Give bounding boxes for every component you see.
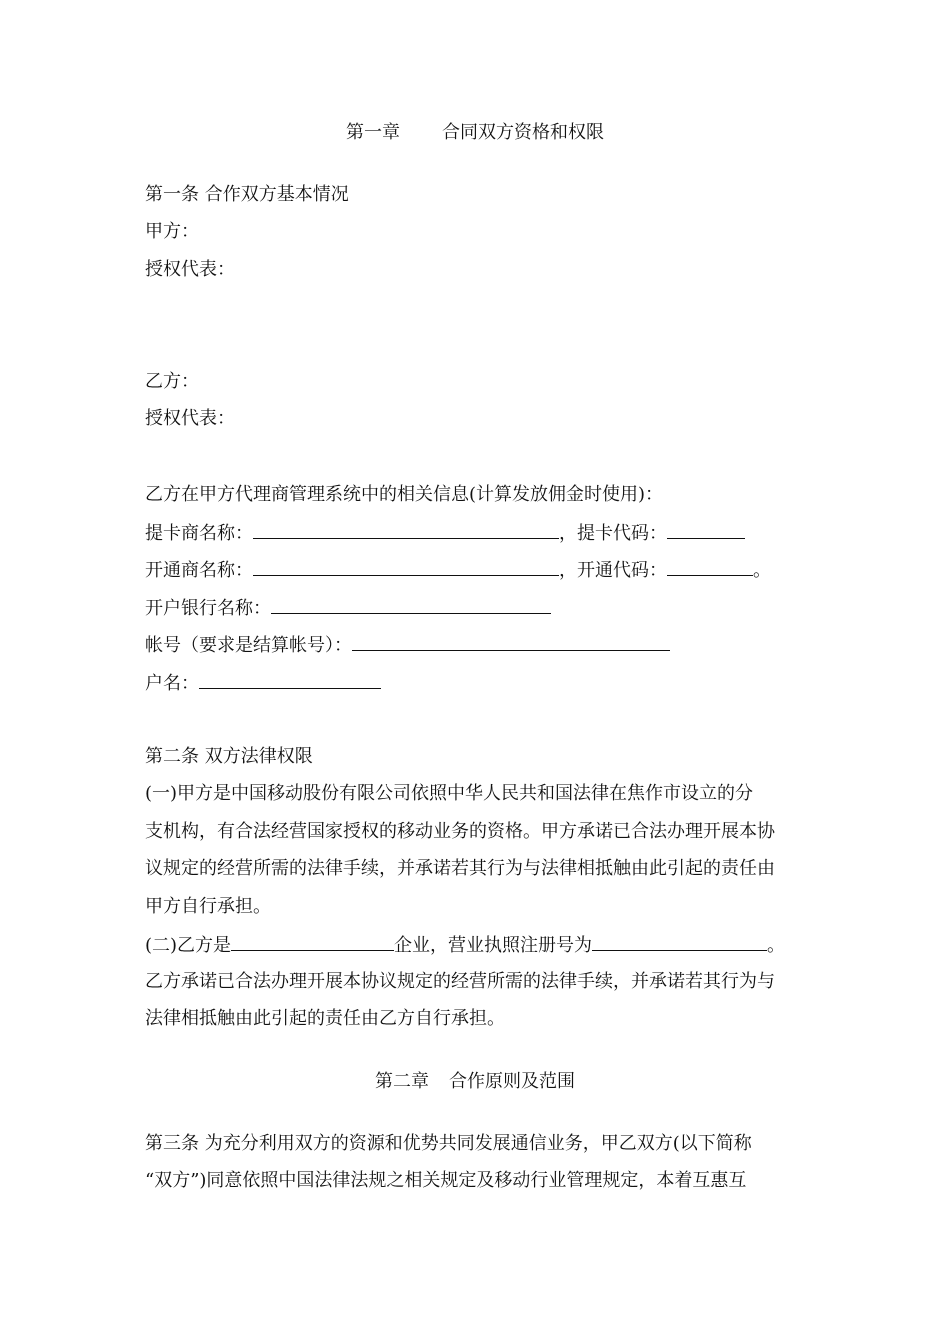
article-2-p1-line-1: (一)甲方是中国移动股份有限公司依照中华人民共和国法律在焦作市设立的分 bbox=[145, 783, 754, 804]
card-provider-name-label: 提卡商名称： bbox=[145, 523, 253, 544]
chapter-2-title bbox=[0, 1070, 950, 1094]
article-2-p2-end: 。 bbox=[767, 935, 786, 956]
activation-provider-name-field[interactable] bbox=[253, 557, 559, 576]
license-number-label: 企业，营业执照注册号为 bbox=[394, 935, 593, 956]
article-2-p1-line-4: 甲方自行承担。 bbox=[145, 896, 271, 917]
chapter-1-name: 合同双方资格和权限 bbox=[442, 122, 604, 143]
activation-provider-code-field[interactable] bbox=[667, 557, 753, 576]
account-holder-field[interactable] bbox=[199, 670, 381, 689]
party-b-type-label: (二)乙方是 bbox=[145, 935, 232, 956]
enterprise-type-field[interactable] bbox=[231, 932, 394, 951]
party-a-label: 甲方： bbox=[145, 221, 199, 242]
agent-info-intro: 乙方在甲方代理商管理系统中的相关信息(计算发放佣金时使用)： bbox=[145, 484, 664, 505]
bank-name-label: 开户银行名称： bbox=[145, 598, 271, 619]
chapter-2-number: 第二章 bbox=[375, 1071, 429, 1092]
account-number-field[interactable] bbox=[352, 632, 670, 651]
party-b-label: 乙方： bbox=[145, 371, 199, 392]
card-provider-name-field[interactable] bbox=[253, 520, 559, 539]
activation-provider-name-label: 开通商名称： bbox=[145, 560, 253, 581]
article-1-heading: 第一条 合作双方基本情况 bbox=[145, 184, 349, 205]
license-number-field[interactable] bbox=[592, 932, 767, 951]
article-3-line-2: “双方”)同意依照中国法律法规之相关规定及移动行业管理规定，本着互惠互 bbox=[145, 1170, 747, 1191]
article-2-heading: 第二条 双方法律权限 bbox=[145, 746, 313, 767]
card-provider-code-label: ，提卡代码： bbox=[559, 523, 667, 544]
party-b-representative-label: 授权代表： bbox=[145, 408, 235, 429]
article-2-p2-line-2: 乙方承诺已合法办理开展本协议规定的经营所需的法律手续，并承诺若其行为与 bbox=[145, 971, 775, 992]
article-2-p2-line-3: 法律相抵触由此引起的责任由乙方自行承担。 bbox=[145, 1008, 505, 1029]
party-a-representative-label: 授权代表： bbox=[145, 259, 235, 280]
card-provider-row bbox=[145, 520, 745, 546]
article-2-p1-line-2: 支机构，有合法经营国家授权的移动业务的资格。甲方承诺已合法办理开展本协 bbox=[145, 821, 775, 842]
bank-row bbox=[145, 595, 551, 621]
article-2-p2-line-1 bbox=[145, 932, 785, 958]
chapter-2-name: 合作原则及范围 bbox=[449, 1071, 575, 1092]
chapter-1-title bbox=[0, 121, 950, 145]
account-row bbox=[145, 632, 670, 658]
article-2-p1-line-3: 议规定的经营所需的法律手续，并承诺若其行为与法律相抵触由此引起的责任由 bbox=[145, 858, 775, 879]
activation-provider-row bbox=[145, 557, 771, 583]
account-holder-row bbox=[145, 670, 381, 696]
article-3-line-1: 第三条 为充分利用双方的资源和优势共同发展通信业务，甲乙双方(以下简称 bbox=[145, 1133, 752, 1154]
activation-row-end: 。 bbox=[753, 560, 771, 581]
chapter-1-number: 第一章 bbox=[346, 122, 400, 143]
activation-provider-code-label: ，开通代码： bbox=[559, 560, 667, 581]
account-number-label: 帐号（要求是结算帐号）： bbox=[145, 635, 352, 656]
account-holder-label: 户名： bbox=[145, 673, 199, 694]
bank-name-field[interactable] bbox=[271, 595, 551, 614]
card-provider-code-field[interactable] bbox=[667, 520, 745, 539]
